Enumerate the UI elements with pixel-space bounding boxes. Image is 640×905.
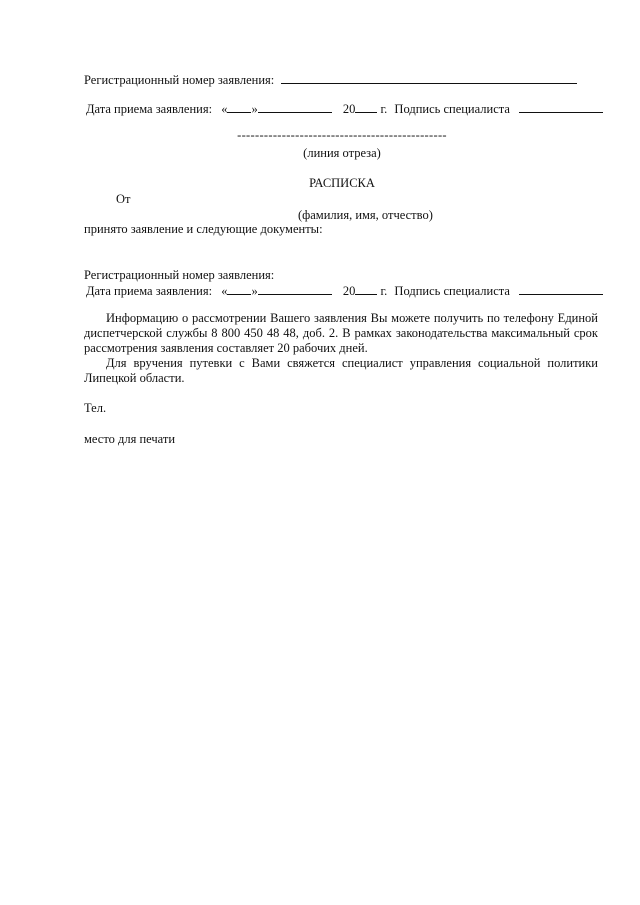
- year-prefix: 20: [342, 102, 356, 116]
- month-blank: [258, 101, 332, 113]
- info-paragraph-1: Информацию о рассмотрении Вашего заявления Вы можете получить по телефону Единой диспетчерской службы 8 800 450 48 48, доб. 2. В рамках законодательства максимальный срок рассмотрения заявления составляет 20 рабочих дней.: [84, 311, 598, 355]
- receipt-title: РАСПИСКА: [309, 176, 375, 190]
- year-suffix: г.: [380, 102, 388, 116]
- reg-number-blank: [281, 72, 577, 84]
- day-blank: [227, 101, 251, 113]
- accepted-text: принято заявление и следующие документы:: [84, 222, 323, 236]
- month-blank-2: [258, 283, 332, 295]
- year-prefix-2: 20: [342, 284, 356, 298]
- quote-open: «: [221, 102, 228, 116]
- cut-line: -----------------------------------------------: [237, 128, 447, 142]
- info-paragraph-2: Для вручения путевки с Вами свяжется специалист управления социальной политики Липецкой области.: [84, 356, 598, 385]
- signature-blank-2: [519, 283, 603, 295]
- date-row-2: [86, 283, 603, 298]
- year-blank-2: [355, 283, 377, 295]
- date-label: Дата приема заявления:: [86, 102, 213, 116]
- date-row: [86, 101, 603, 116]
- from-hint: (фамилия, имя, отчество): [298, 208, 433, 222]
- reg-number-row: [84, 72, 577, 87]
- date-label-2: Дата приема заявления:: [86, 284, 213, 298]
- cut-line-label: (линия отреза): [303, 146, 381, 160]
- signature-label-2: Подпись специалиста: [394, 284, 510, 298]
- year-blank: [355, 101, 377, 113]
- stamp-label: место для печати: [84, 432, 176, 446]
- year-suffix-2: г.: [380, 284, 388, 298]
- from-label: От: [116, 192, 131, 206]
- reg-number-row-2: [84, 268, 274, 282]
- reg-number-label-2: Регистрационный номер заявления:: [84, 268, 275, 282]
- quote-close: »: [251, 102, 258, 116]
- day-blank-2: [227, 283, 251, 295]
- reg-number-label: Регистрационный номер заявления:: [84, 73, 275, 87]
- quote-open-2: «: [221, 284, 228, 298]
- phone-label: Тел.: [84, 401, 107, 415]
- quote-close-2: »: [251, 284, 258, 298]
- signature-label: Подпись специалиста: [394, 102, 510, 116]
- signature-blank: [519, 101, 603, 113]
